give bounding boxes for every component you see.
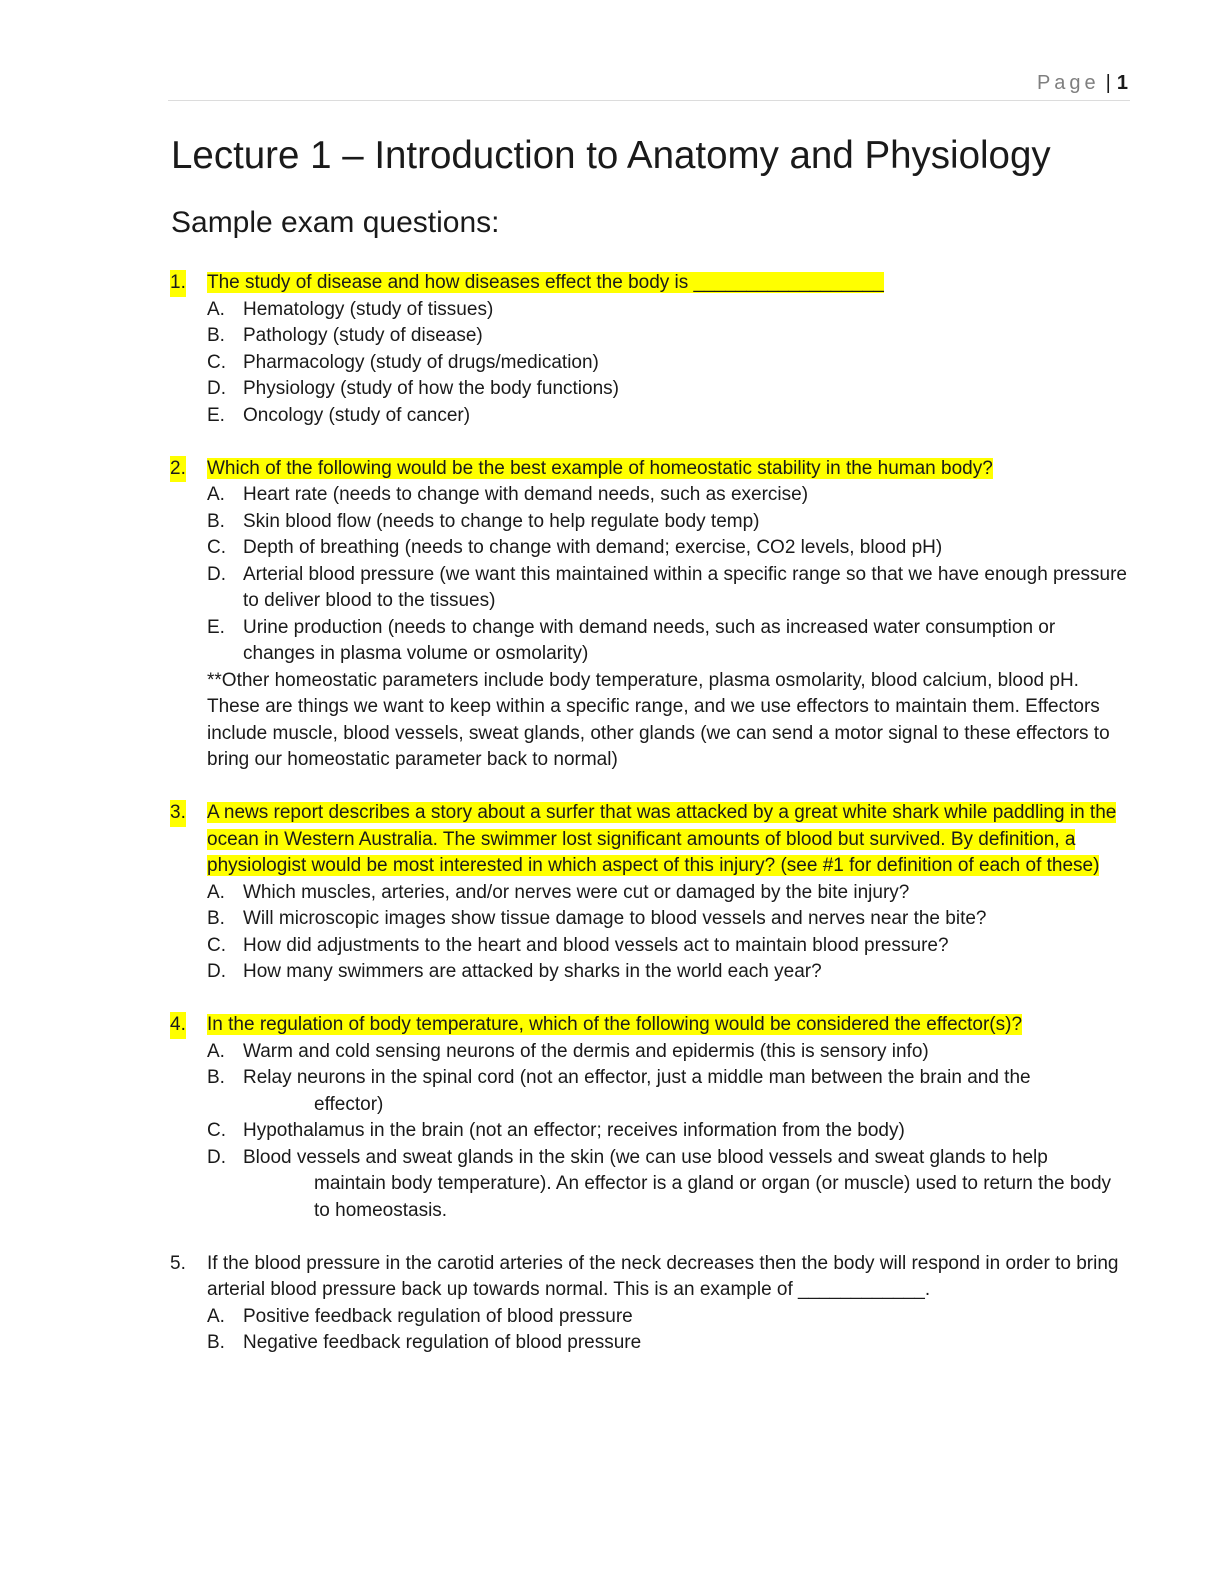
page-subtitle: Sample exam questions:: [171, 206, 500, 239]
question-3: [168, 800, 1130, 986]
option-c: C. Hypothalamus in the brain (not an effector; receives information from the body): [207, 1120, 905, 1141]
option-a: A. Hematology (study of tissues): [207, 298, 494, 320]
option-d: D. How many swimmers are attacked by sharks in the world each year?: [207, 961, 822, 982]
question-stem: Which of the following would be the best example of homeostatic stability in the human body?: [207, 457, 993, 479]
option-d: D. Physiology (study of how the body functions): [207, 378, 619, 399]
option-list: [207, 297, 1130, 430]
page-number: 1: [1116, 72, 1128, 94]
question-stem: If the blood pressure in the carotid arteries of the neck decreases then the body will respond in order to bring arterial blood pressure back up towards normal. This is an example of ____________.: [207, 1252, 1119, 1300]
option-a: A. Positive feedback regulation of blood pressure: [207, 1305, 633, 1327]
option-a: A. Warm and cold sensing neurons of the dermis and epidermis (this is sensory info): [207, 1040, 929, 1062]
question-stem: The study of disease and how diseases effect the body is __________________: [207, 272, 884, 293]
question-number: 4.: [170, 1012, 186, 1039]
option-b: B. Negative feedback regulation of blood pressure: [207, 1332, 642, 1353]
page-label: Page: [1036, 72, 1100, 94]
option-b: B. Pathology (study of disease): [207, 325, 483, 346]
page-separator: |: [1105, 72, 1111, 94]
question-1: [168, 270, 1130, 429]
question-number: 5.: [170, 1252, 186, 1274]
option-e: E. Oncology (study of cancer): [207, 404, 471, 426]
question-4: [168, 1012, 1130, 1224]
question-2: [168, 456, 1130, 774]
page-title: Lecture 1 – Introduction to Anatomy and Physiology: [171, 134, 1051, 177]
option-b: B. Relay neurons in the spinal cord (not an effector, just a middle man between the brain and the effector): [207, 1067, 1031, 1115]
header-rule: [168, 100, 1130, 101]
question-note: **Other homeostatic parameters include body temperature, plasma osmolarity, blood calcium, blood pH. These are things we want to keep within a specific range, and we use effectors to maintain them. Effectors include muscle, blood vessels, sweat glands, other glands (we can send a motor signal to these effectors to bring our homeostatic parameter back to normal): [207, 669, 1110, 770]
option-list: [207, 880, 1130, 986]
option-d: D. Blood vessels and sweat glands in the skin (we can use blood vessels and sweat glands to help maintain body temperature). An effector is a gland or organ (or muscle) used to return the body to homeostasis.: [207, 1146, 1112, 1221]
question-number: 3.: [170, 800, 186, 827]
option-list: [207, 482, 1130, 668]
page-header: [1037, 72, 1128, 95]
option-c: C. How did adjustments to the heart and blood vessels act to maintain blood pressure?: [207, 934, 949, 956]
option-a: A. Which muscles, arteries, and/or nerves were cut or damaged by the bite injury?: [207, 881, 910, 903]
question-number: 1.: [170, 270, 186, 297]
option-list: [207, 1039, 1130, 1225]
option-b: B. Will microscopic images show tissue damage to blood vessels and nerves near the bite?: [207, 908, 987, 929]
option-d: D. Arterial blood pressure (we want this maintained within a specific range so that we have enough pressure to deliver blood to the tissues): [207, 563, 1127, 611]
questions-list: [168, 270, 1130, 1357]
question-stem: In the regulation of body temperature, which of the following would be considered the effector(s)?: [207, 1014, 1023, 1035]
option-e: E. Urine production (needs to change with demand needs, such as increased water consumption or changes in plasma volume or osmolarity): [207, 616, 1056, 664]
option-b: B. Skin blood flow (needs to change to help regulate body temp): [207, 510, 760, 532]
question-number: 2.: [170, 456, 186, 483]
question-stem: A news report describes a story about a surfer that was attacked by a great white shark while paddling in the ocean in Western Australia. The swimmer lost significant amounts of blood but survived. By definition, a physiologist would be most interested in which aspect of this injury? (see #1 for definition of each of these): [207, 802, 1117, 876]
option-c: C. Pharmacology (study of drugs/medication): [207, 351, 599, 373]
option-c: C. Depth of breathing (needs to change with demand; exercise, CO2 levels, blood pH): [207, 537, 943, 558]
option-a: A. Heart rate (needs to change with demand needs, such as exercise): [207, 484, 809, 505]
option-list: [207, 1304, 1130, 1357]
question-5: [168, 1251, 1130, 1357]
